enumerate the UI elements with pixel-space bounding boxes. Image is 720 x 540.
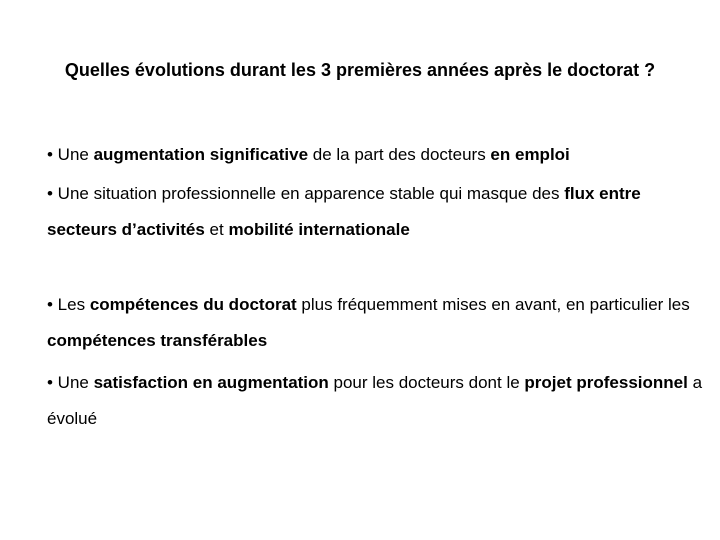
bullet-text: • Une situation professionnelle en apparence stable qui masque des — [47, 184, 565, 203]
bullet-emphasis: satisfaction en augmentation — [93, 373, 329, 392]
bullet-list — [47, 137, 707, 437]
bullet-item — [47, 287, 707, 359]
slide-title: Quelles évolutions durant les 3 premières années après le doctorat ? — [64, 60, 656, 80]
bullet-emphasis: augmentation significative — [93, 145, 309, 164]
bullet-emphasis: flux entre secteurs d’activités — [47, 184, 641, 239]
bullet-text: pour les docteurs dont le — [328, 373, 525, 392]
bullet-item — [47, 176, 707, 248]
bullet-text: plus fréquemment mises en avant, en particulier les — [296, 295, 690, 314]
bullet-text: et — [204, 220, 229, 239]
bullet-text: • Une — [47, 145, 94, 164]
bullet-emphasis: compétences du doctorat — [89, 295, 297, 314]
bullet-emphasis: en emploi — [490, 145, 570, 164]
bullet-text: de la part des docteurs — [308, 145, 491, 164]
bullet-emphasis: projet professionnel — [524, 373, 688, 392]
bullet-text: • Une — [47, 373, 94, 392]
bullet-emphasis: compétences transférables — [47, 331, 268, 350]
bullet-text: • Les — [47, 295, 90, 314]
bullet-emphasis: mobilité internationale — [228, 220, 410, 239]
bullet-item — [47, 137, 707, 173]
bullet-item — [47, 365, 707, 437]
bullet-text: a évolué — [47, 373, 703, 428]
